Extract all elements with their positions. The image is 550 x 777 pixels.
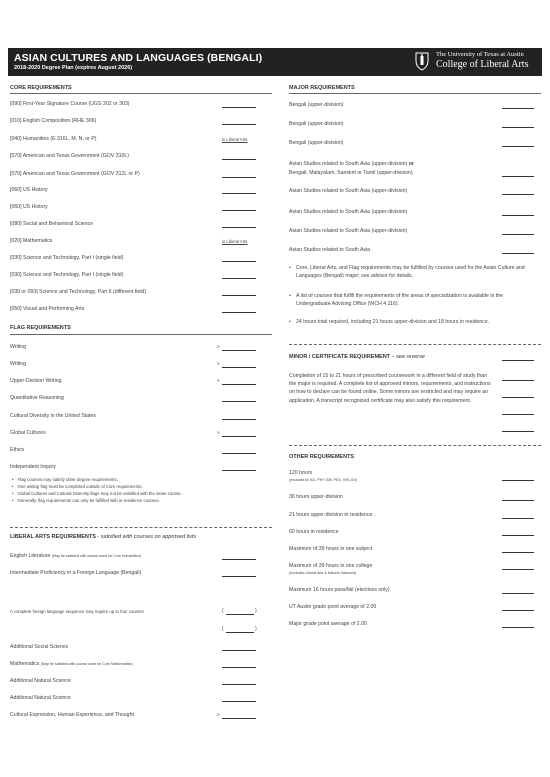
- core-item-label: [010] English Composition (RHE 306): [10, 118, 97, 124]
- other-item-blank[interactable]: [502, 480, 534, 481]
- mathematics-label: Mathematics: [10, 661, 40, 667]
- minor-heading-text: MINOR / CERTIFICATE REQUIREMENT: [289, 354, 391, 360]
- english-literature-label: English Literature: [10, 553, 51, 559]
- minor-heading: [289, 354, 425, 360]
- other-item-label: Maximum of 39 hours in one subject: [289, 546, 373, 552]
- flag-item-blank[interactable]: [222, 419, 256, 420]
- major-item-blank[interactable]: [502, 234, 534, 235]
- flag-item-label: Independent Inquiry: [10, 464, 56, 470]
- flag-item-blank[interactable]: [222, 350, 256, 351]
- core-item-note: in Liberal Arts: [222, 239, 248, 244]
- other-item-blank[interactable]: [502, 627, 534, 628]
- flag-item-blank[interactable]: [222, 436, 256, 437]
- other-item-label: UT Austin grade point average of 2.00: [289, 604, 377, 610]
- core-item-label: [040] Humanities (E 316L, M, N, or P): [10, 136, 97, 142]
- flag-item-blank[interactable]: [222, 384, 256, 385]
- minor-blank[interactable]: [502, 360, 534, 361]
- core-item-blank[interactable]: [222, 295, 256, 296]
- liberal-arts-divider: [10, 527, 272, 528]
- english-literature-blank[interactable]: [222, 559, 256, 560]
- liberal-arts-heading-note: - satisfied with courses on approved lists: [95, 534, 197, 540]
- core-item-blank[interactable]: [222, 193, 256, 194]
- core-item-blank[interactable]: [222, 159, 256, 160]
- major-item-blank[interactable]: [502, 108, 534, 109]
- minor-description: Completion of 15 to 21 hours of prescribed coursework in a different field of study than the major is required. A complete list of approved minors, requirements, and instructions on how to declare can be found online. Some minors are restricted and may require an application. A transcript recognized certificate may also satisfy this requirement.: [289, 373, 491, 404]
- major-item-label: Bengali (upper-division): [289, 121, 344, 127]
- core-item-label: [020] Mathematics: [10, 238, 53, 244]
- core-item-blank[interactable]: [222, 261, 256, 262]
- other-item-note: (excludes M 301, PHY 306, PED, KIN 119): [289, 478, 357, 482]
- core-item-label: [070] American and Texas Government (GOV 310L): [10, 153, 129, 159]
- core-item-note: in Liberal Arts: [222, 137, 248, 142]
- major-note: • Core, Liberal Arts, and Flag requirements may be fulfilled by courses used for the Asian Culture and Languages (Bengali) major; see advisor for details.: [289, 264, 539, 280]
- major-item-blank[interactable]: [502, 215, 534, 216]
- flag-item-mark: »: [217, 430, 220, 436]
- core-item-blank[interactable]: [222, 107, 256, 108]
- other-item-label: 36 hours upper-division: [289, 494, 343, 500]
- flag-item-label: Writing: [10, 361, 27, 367]
- paren-open: (: [222, 626, 224, 632]
- major-item-label: Bengali, Malayalam, Sanskrit or Tamil (upper-division): [289, 170, 413, 176]
- core-item-blank[interactable]: [222, 124, 256, 125]
- major-note: • A list of courses that fulfill the requirements of the areas of specialization is available in the Undergraduate Advising Office (WCH 4.116).: [289, 292, 539, 308]
- paren-close: ): [255, 626, 257, 632]
- other-item-blank[interactable]: [502, 593, 534, 594]
- major-note: • 24 hours total required, including 21 hours upper-division and 18 hours in residence.: [289, 318, 539, 326]
- minor-divider: [289, 344, 541, 345]
- english-literature-note: (May be satisfied with course used for Core Humanities): [51, 554, 142, 558]
- flag-note: • Global Cultures and Cultural Diversity flags may not be satisfied with the same course.: [12, 490, 274, 497]
- ut-tower-seal-icon: [414, 51, 430, 71]
- core-item-label: [090] First-Year Signature Course (UGS 302 or 303): [10, 101, 130, 107]
- core-item-blank[interactable]: [222, 177, 256, 178]
- mathematics-blank[interactable]: [222, 667, 256, 668]
- core-heading: CORE REQUIREMENTS: [10, 85, 72, 91]
- flag-heading: FLAG REQUIREMENTS: [10, 325, 71, 331]
- flag-note: • Flag courses may satisfy other degree requirements.: [12, 476, 274, 483]
- major-item-label: Asian Studies related to South Asia: [289, 247, 371, 253]
- cultural-expression-blank[interactable]: [222, 718, 256, 719]
- page-subtitle: 2018-2020 Degree Plan (expires August 2026): [14, 65, 133, 71]
- major-item-blank[interactable]: [502, 146, 534, 147]
- cultural-expression: Cultural Expression, Human Experience, and Thought: [10, 712, 134, 718]
- other-item-blank[interactable]: [502, 610, 534, 611]
- major-item-blank[interactable]: [502, 176, 534, 177]
- other-item-label: Maximum 16 hours pass/fail (electives only): [289, 587, 390, 593]
- major-or-word: or: [408, 161, 414, 167]
- minor-blank[interactable]: [502, 431, 534, 432]
- natural-science-blank[interactable]: [222, 701, 256, 702]
- other-item-note: (excludes Liberal Arts & Natural Sciences): [289, 571, 357, 575]
- paren-open: (: [222, 608, 224, 614]
- other-heading: OTHER REQUIREMENTS: [289, 454, 355, 460]
- core-item-label: [060] US History: [10, 204, 48, 210]
- english-literature: [10, 553, 141, 559]
- college-name: College of Liberal Arts: [436, 59, 529, 70]
- major-item-label: Asian Studies related to South Asia (upper-division): [289, 209, 408, 215]
- flag-item-blank[interactable]: [222, 453, 256, 454]
- flag-item-mark: »: [217, 344, 220, 350]
- flag-item-label: Writing: [10, 344, 27, 350]
- flag-item-label: Ethics: [10, 447, 25, 453]
- cultural-expression-mark: »: [217, 712, 220, 718]
- other-item-blank[interactable]: [502, 518, 534, 519]
- flag-notes: [12, 476, 274, 504]
- major-item-label: Bengali (upper-division): [289, 102, 344, 108]
- flag-item-label: Cultural Diversity in the United States: [10, 413, 96, 419]
- core-item-blank[interactable]: [222, 278, 256, 279]
- core-item-label: [050] Visual and Performing Arts: [10, 306, 85, 312]
- flag-note: • One writing flag must be completed outside of Core requirements.: [12, 483, 274, 490]
- other-item-blank[interactable]: [502, 552, 534, 553]
- other-item-label: 120 hours: [289, 470, 313, 476]
- foreign-language-blank[interactable]: [222, 576, 256, 577]
- mathematics-note: (May be satisfied with course used for Core Mathematics): [40, 662, 133, 666]
- major-asian-or-label: Asian Studies related to South Asia (upper-division): [289, 161, 408, 167]
- flag-item-blank[interactable]: [222, 401, 256, 402]
- core-item-label: [080] Social and Behavioral Science: [10, 221, 94, 227]
- liberal-arts-mathematics: [10, 661, 133, 667]
- major-item-label: Asian Studies related to South Asia (upper-division): [289, 188, 408, 194]
- flag-item-label: Global Cultures: [10, 430, 46, 436]
- minor-heading-note: – see reverse: [390, 354, 425, 360]
- core-item-blank[interactable]: [222, 210, 256, 211]
- additional-natural-science: Additional Natural Science: [10, 695, 71, 701]
- additional-social-science-blank[interactable]: [222, 650, 256, 651]
- core-item-blank[interactable]: [222, 227, 256, 228]
- core-item-label: [030 or 093] Science and Technology, Part II (different field): [10, 289, 147, 295]
- flag-note: • Generally, flag requirements can only be fulfilled with in-residence courses.: [12, 497, 274, 504]
- foreign-language-label: Intermediate Proficiency in a Foreign Language (Bengali): [10, 570, 142, 576]
- major-item-blank[interactable]: [502, 253, 534, 254]
- minor-blank[interactable]: [502, 414, 534, 415]
- foreign-language-note: A complete foreign language sequence may require up to four courses: [10, 609, 144, 614]
- other-item-blank[interactable]: [502, 500, 534, 501]
- major-item-label: Asian Studies related to South Asia (upper-division): [289, 228, 408, 234]
- minor-blank[interactable]: [502, 397, 534, 398]
- additional-natural-science: Additional Natural Science: [10, 678, 71, 684]
- major-item-blank[interactable]: [502, 194, 534, 195]
- core-divider: [10, 93, 272, 94]
- other-item-label: Major grade point average of 2.00: [289, 621, 367, 627]
- core-item-label: [060] US History: [10, 187, 48, 193]
- natural-science-blank[interactable]: [222, 684, 256, 685]
- other-item-label: 60 hours in residence: [289, 529, 339, 535]
- page-header: [8, 48, 542, 76]
- major-item-label: Bengali (upper-division): [289, 140, 344, 146]
- core-item-label: [030] Science and Technology, Part I (single field): [10, 255, 124, 261]
- major-item-blank[interactable]: [502, 127, 534, 128]
- flag-item-mark: »: [217, 378, 220, 384]
- other-item-label: Maximum of 39 hours in one college: [289, 563, 373, 569]
- core-item-label: [030] Science and Technology, Part I (single field): [10, 272, 124, 278]
- liberal-arts-heading: [10, 534, 196, 540]
- core-item-blank[interactable]: [222, 312, 256, 313]
- university-name: The University of Texas at Austin: [436, 51, 524, 58]
- foreign-language-blank[interactable]: [226, 632, 254, 633]
- major-heading: MAJOR REQUIREMENTS: [289, 85, 355, 91]
- flag-item-blank[interactable]: [222, 367, 256, 368]
- other-divider: [289, 445, 541, 446]
- flag-item-mark: »: [217, 361, 220, 367]
- foreign-language-blank[interactable]: [226, 614, 254, 615]
- flag-item-label: Upper-Division Writing: [10, 378, 62, 384]
- flag-item-blank[interactable]: [222, 470, 256, 471]
- paren-close: ): [255, 608, 257, 614]
- flag-divider: [10, 334, 272, 335]
- other-item-blank[interactable]: [502, 535, 534, 536]
- flag-item-label: Quantitative Reasoning: [10, 395, 64, 401]
- additional-social-science: Additional Social Science: [10, 644, 69, 650]
- other-item-label: 21 hours upper-division in residence: [289, 512, 373, 518]
- other-item-blank[interactable]: [502, 569, 534, 570]
- liberal-arts-heading-text: LIBERAL ARTS REQUIREMENTS: [10, 534, 96, 540]
- major-divider: [289, 93, 541, 94]
- minor-blank[interactable]: [502, 380, 534, 381]
- major-asian-or: [289, 161, 414, 167]
- page-title: ASIAN CULTURES AND LANGUAGES (BENGALI): [14, 52, 263, 64]
- core-item-label: [070] American and Texas Government (GOV 312L or P): [10, 171, 140, 177]
